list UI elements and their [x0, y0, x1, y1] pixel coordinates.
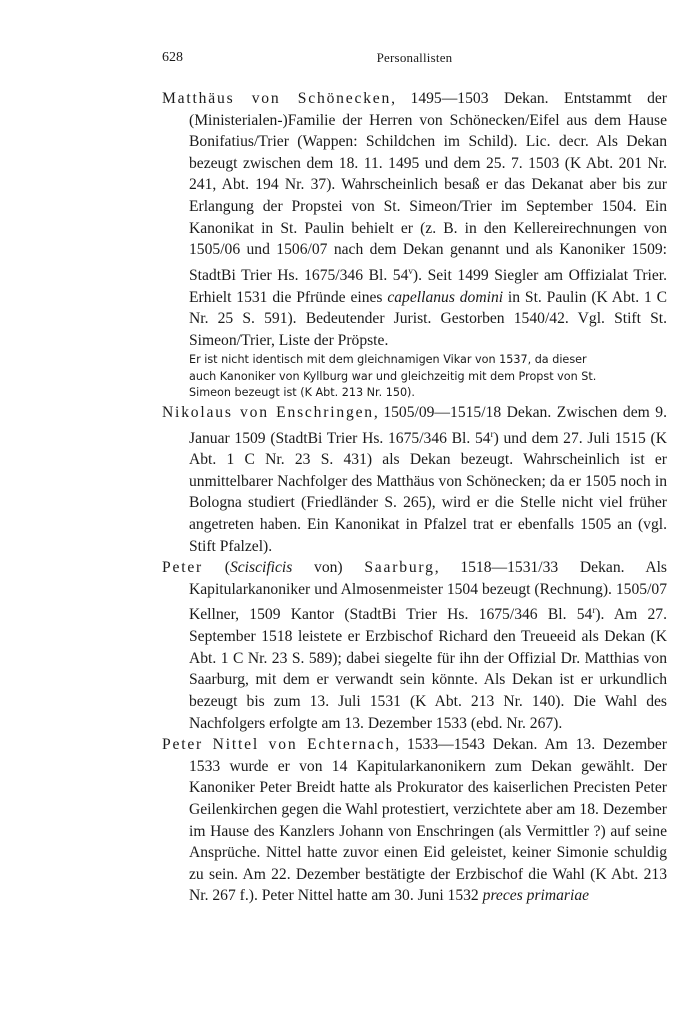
- entry-text: in St. Paulin (K Abt. 1 C Nr. 25 S. 591). Bedeutender Jurist. Gestorben 1540/42. Vgl. Stift St. Simeon/Trier, Liste der Pröpste.: [189, 288, 667, 349]
- note-line: Er ist nicht identisch mit dem gleichnamigen Vikar von 1537, da dieser: [189, 353, 587, 367]
- entry-peter-nittel-von-echternach: [162, 734, 667, 907]
- running-title: Personallisten: [376, 50, 453, 65]
- entry-name: Matthäus von Schönecken: [162, 90, 392, 107]
- entry-text: ) und dem 27. Juli 1515 (K Abt. 1 C Nr. 23 S. 431) als Dekan bezeugt. Wahrscheinlich ist er unmittelbarer Nachfolger des Matthäus von Schönecken; da er 1505 noch in Bologna studiert (Friedländer S. 265), wird er die Stelle nicht viel früher angetreten haben. Ein Kanonikat in Pfalzel trat er ebenfalls 1505 an (vgl. Stift Pfalzel).: [189, 429, 667, 555]
- entry-text: , 1533—1543 Dekan. Am 13. Dezember 1533 wurde er von 14 Kapitularkanonikern zum Dekan gewählt. Der Kanoniker Peter Breidt hatte als Prokurator des kaiserlichen Precisten Peter Geilenkirchen gegen die Wahl protestiert, verzichtete aber am 18. Dezember im Hause des Kanzlers Johann von Enschringen (als Vermittler ?) auf seine Ansprüche. Nittel hatte zuvor einen Eid geleistet, keiner Simonie schuldig zu sein. Am 22. Dezember bestätigte der Erzbischof die Wahl (K Abt. 213 Nr. 267 f.). Peter Nittel hatte am 30. Juni 1532: [189, 736, 667, 905]
- body-text: [162, 88, 667, 907]
- entry-name: Peter Nittel von Echternach: [162, 736, 396, 754]
- note-line: Simeon bezeugt ist (K Abt. 213 Nr. 150).: [189, 385, 415, 399]
- page-number: 628: [162, 50, 183, 65]
- entry-name-prefix: Peter: [162, 559, 204, 577]
- entry-text: ). Seit 1499 Siegler am Offizialat Trier. Erhielt 1531 die Pfründe eines: [189, 266, 667, 306]
- page-header: [162, 50, 667, 72]
- italic-term: preces primariae: [482, 887, 590, 905]
- italic-term: Sciscificis: [229, 559, 293, 577]
- entry-text: ). Am 27. September 1518 leistete er Erzbischof Richard den Treueeid als Dekan (K Abt. 1 C Nr. 23 S. 589); dabei siegelte für ihn der Offizial Dr. Matthias von Saarburg, mit dem er verwandt sein könnte. Als Dekan ist er urkundlich bezeugt bis zum 13. Juli 1531 (K Abt. 213 Nr. 140). Die Wahl des Nachfolgers erfolgte am 13. Dezember 1533 (ebd. Nr. 267).: [189, 606, 667, 732]
- entry-peter-saarburg: [162, 557, 667, 734]
- entry-text: , 1505/09—1515/18 Dekan. Zwischen dem 9. Januar 1509 (StadtBi Trier Hs. 1675/346 Bl. 54: [189, 403, 667, 447]
- entry-nikolaus-von-enschringen: [162, 402, 667, 557]
- entry-text: , 1518—1531/33 Dekan. Als Kapitularkanoniker und Almosenmeister 1504 bezeugt (Rechnung). 1505/07 Kellner, 1509 Kantor (StadtBi Trier Hs. 1675/346 Bl. 54: [189, 559, 668, 624]
- italic-term: capellanus domini: [387, 288, 504, 306]
- entry-name-suffix: von): [292, 559, 365, 577]
- note-line: auch Kanoniker von Kyllburg war und gleichzeitig mit dem Propst von St.: [189, 369, 597, 383]
- paren-open: (: [224, 559, 230, 577]
- entry-name: Nikolaus von Enschringen: [162, 403, 374, 421]
- footnote-small-print: [189, 352, 667, 401]
- entry-matthaeus-von-schoenecken: [162, 88, 667, 351]
- folio-superscript: r: [592, 605, 596, 616]
- folio-superscript: v: [408, 265, 413, 276]
- entry-text: , 1495—1503 Dekan. Entstammt der (Ministerialen-)Familie der Herren von Schönecken/Eifel aus dem Hause Bonifatius/Trier (Wappen: Schildchen im Schild). Lic. decr. Als Dekan bezeugt zwischen dem 18. 11. 1495 und dem 25. 7. 1503 (K Abt. 201 Nr. 241, Abt. 194 Nr. 37). Wahrscheinlich besaß er das Dekanat aber bis zur Erlangung der Propstei von St. Simeon/Trier im September 1504. Ein Kanonikat in St. Paulin behielt er (z. B. in den Kellereirechnungen von 1505/06 und 1506/07 nach dem Dekan genannt und als Kanoniker 1509: StadtBi Trier Hs. 1675/346 Bl. 54: [189, 90, 667, 284]
- entry-name: Saarburg: [364, 559, 435, 577]
- folio-superscript: r: [490, 428, 494, 439]
